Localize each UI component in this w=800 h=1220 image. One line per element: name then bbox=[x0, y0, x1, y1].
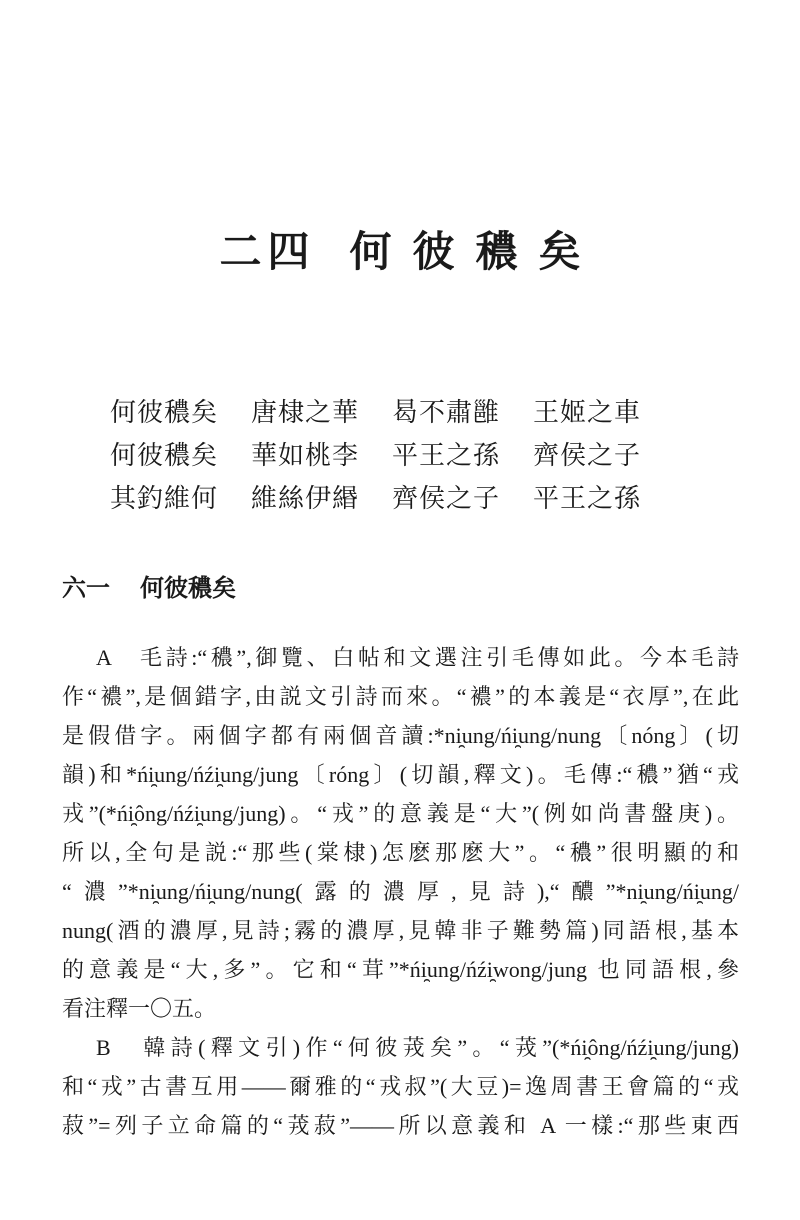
body-text-line: 作“襛”,是個錯字,由説文引詩而來。“襛”的本義是“衣厚”,在此 bbox=[62, 684, 739, 709]
poem-phrase: 王姬之車 bbox=[533, 398, 642, 427]
body-text-line: 菽”=列子立命篇的“茙菽”——所以意義和 A 一樣:“那些東西 bbox=[62, 1113, 739, 1138]
body-text-line: 韻)和*ńi̯ung/ńźi̯ung/jung〔róng〕(切韻,釋文)。毛傳:“穠”猶“戎 bbox=[62, 762, 739, 787]
poem-phrase: 何彼穠矣 bbox=[110, 441, 219, 470]
section-title: 何彼穠矣 bbox=[140, 575, 236, 602]
body-text-line: “濃”*ni̯ung/ńi̯ung/nung(露的濃厚,見詩),“醲”*ni̯ung/ńi̯ung/ bbox=[62, 879, 739, 904]
body-text-line: 是假借字。兩個字都有兩個音讀:*ni̯ung/ńi̯ung/nung〔nóng〕(切 bbox=[62, 723, 739, 748]
body-text-line: 看注釋一〇五。 bbox=[62, 996, 217, 1021]
poem-phrase: 唐棣之華 bbox=[251, 398, 360, 427]
section-number: 六一 bbox=[62, 575, 110, 602]
chapter-number: 二四 bbox=[219, 230, 316, 276]
poem-phrase: 齊侯之子 bbox=[533, 441, 642, 470]
chapter-title-text: 何彼穠矣 bbox=[349, 230, 602, 276]
poem-phrase: 曷不肅雝 bbox=[392, 398, 501, 427]
body-text-line: 的意義是“大,多”。它和“茸”*ńi̯ung/ńźi̯wong/jung 也同語根,參 bbox=[62, 957, 739, 982]
poem-phrase: 平王之孫 bbox=[533, 484, 642, 513]
poem-phrase: 平王之孫 bbox=[392, 441, 501, 470]
body-text-line: 所以,全句是説:“那些(棠棣)怎麽那麽大”。“穠”很明顯的和 bbox=[62, 840, 739, 865]
section-heading bbox=[62, 574, 236, 604]
body-text-line: A 毛詩:“穠”,御覽、白帖和文選注引毛傳如此。今本毛詩 bbox=[96, 645, 739, 670]
poem-phrase: 何彼穠矣 bbox=[110, 398, 219, 427]
poem-phrase: 齊侯之子 bbox=[392, 484, 501, 513]
poem-phrase: 華如桃李 bbox=[251, 441, 360, 470]
body-text-line: nung(酒的濃厚,見詩;霧的濃厚,見韓非子難勢篇)同語根,基本 bbox=[62, 918, 739, 943]
poem-line bbox=[110, 434, 641, 477]
body-text-line: 戎”(*ńi̯ông/ńźi̯ung/jung)。“戎”的意義是“大”(例如尚書盤庚)。 bbox=[62, 801, 739, 826]
poem-phrase: 其釣維何 bbox=[110, 484, 219, 513]
body-text-line: 和“戎”古書互用——爾雅的“戎叔”(大豆)=逸周書王會篇的“戎 bbox=[62, 1074, 739, 1099]
poem-phrase: 維絲伊緡 bbox=[251, 484, 360, 513]
poem-line bbox=[110, 477, 641, 520]
poem-line bbox=[110, 391, 641, 434]
body-text bbox=[62, 638, 739, 1145]
body-text-line: B 韓詩(釋文引)作“何彼茙矣”。“茙”(*ńi̯ông/ńźi̯ung/jung) bbox=[96, 1035, 739, 1060]
chapter-title bbox=[0, 230, 800, 276]
poem-block bbox=[110, 391, 641, 520]
